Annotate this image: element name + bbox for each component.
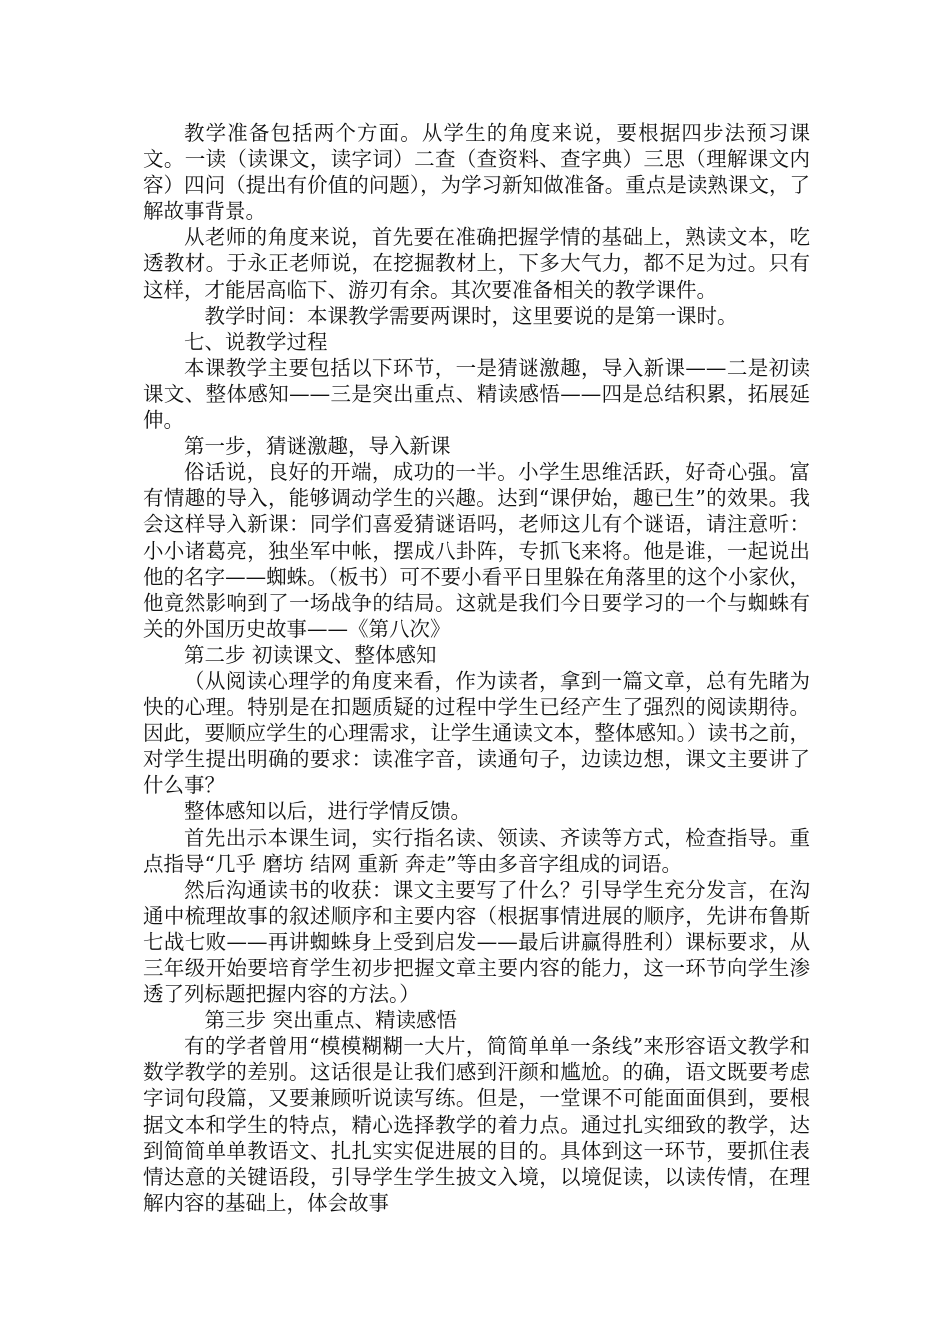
paragraph-process-overview: 本课教学主要包括以下环节，一是猜谜激趣，导入新课——二是初读课文、整体感知——三是突出重点、精读感悟——四是总结积累，拓展延伸。 bbox=[143, 355, 810, 433]
paragraph-step-3: 有的学者曾用“模模糊糊一大片，简简单单一条线”来形容语文教学和数学教学的差别。这话很是让我们感到汗颜和尴尬。的确，语文既要考虑字词句段篇，又要兼顾听说读写练。但是，一堂课不可能面面俱到，要根据文本和学生的特点，精心选择教学的着力点。通过扎实细致的教学，达到简简单单教语文、扎扎实实促进展的目的。具体到这一环节，要抓住表情达意的关键语段，引导学生学生披文入境，以境促读，以读传情，在理解内容的基础上，体会故事 bbox=[143, 1034, 810, 1215]
step-heading-3: 第三步 突出重点、精读感悟 bbox=[204, 1008, 458, 1033]
document-body bbox=[143, 120, 810, 1216]
step-heading-2: 第二步 初读课文、整体感知 bbox=[184, 642, 437, 667]
paragraph-teacher-perspective: 从老师的角度来说，首先要在准确把握学情的基础上，熟读文本，吃透教材。于永正老师说，在挖掘教材上，下多大气力，都不足为过。只有这样，才能居高临下、游刃有余。其次要准备相关的教学课件。 bbox=[143, 225, 810, 302]
paragraph-teaching-time: 教学时间：本课教学需要两课时，这里要说的是第一课时。 bbox=[204, 303, 738, 328]
paragraph-feedback: 整体感知以后，进行学情反馈。 bbox=[184, 799, 471, 824]
paragraph-step-1: 俗话说，良好的开端，成功的一半。小学生思维活跃，好奇心强。富有情趣的导入，能够调动学生的兴趣。达到“课伊始，趣已生”的效果。我会这样导入新课：同学们喜爱猜谜语吗，老师这儿有个谜语，请注意听：小小诸葛亮，独坐军中帐，摆成八卦阵，专抓飞来将。他是谁，一起说出他的名字——蜘蛛。（板书）可不要小看平日里躲在角落里的这个小家伙，他竟然影响到了一场战争的结局。这就是我们今日要学习的一个与蜘蛛有关的外国历史故事——《第八次》 bbox=[143, 460, 810, 641]
paragraph-teaching-preparation: 教学准备包括两个方面。从学生的角度来说，要根据四步法预习课文。一读（读课文，读字词）二查（查资料、查字典）三思（理解课文内容）四问（提出有价值的问题），为学习新知做准备。重点是读熟课文，了解故事背景。 bbox=[143, 121, 810, 224]
paragraph-reading-harvest: 然后沟通读书的收获：课文主要写了什么？引导学生充分发言，在沟通中梳理故事的叙述顺序和主要内容（根据事情进展的顺序，先讲布鲁斯七战七败——再讲蜘蛛身上受到启发——最后讲赢得胜利）课标要求，从三年级开始要培育学生初步把握文章主要内容的能力，这一环节向学生渗透了列标题把握内容的方法。） bbox=[143, 877, 810, 1007]
paragraph-step-2: （从阅读心理学的角度来看，作为读者，拿到一篇文章，总有先睹为快的心理。特别是在扣题质疑的过程中学生已经产生了强烈的阅读期待。因此，要顺应学生的心理需求，让学生通读文本，整体感知。）读书之前，对学生提出明确的要求：读准字音，读通句子，边读边想，课文主要讲了什么事？ bbox=[143, 668, 810, 798]
section-heading-teaching-process: 七、说教学过程 bbox=[184, 329, 328, 354]
step-heading-1: 第一步，猜谜激趣，导入新课 bbox=[184, 434, 451, 459]
paragraph-vocabulary: 首先出示本课生词，实行指名读、领读、齐读等方式，检查指导。重点指导“几乎 磨坊 结网 重新 奔走”等由多音字组成的词语。 bbox=[143, 825, 810, 876]
